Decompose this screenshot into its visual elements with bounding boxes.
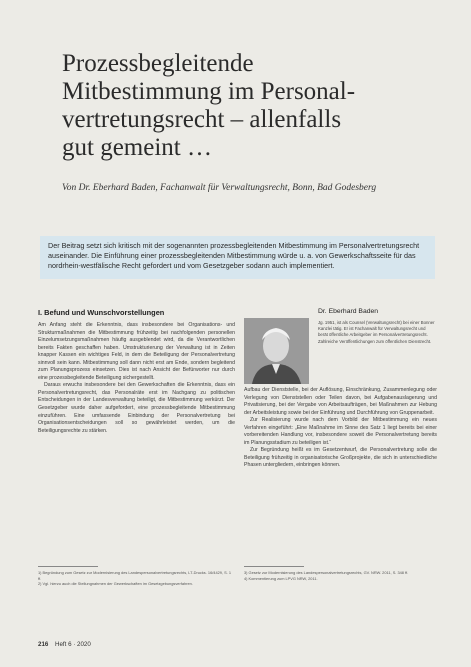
- author-name: Dr. Eberhard Baden: [318, 308, 379, 315]
- title-line: Prozessbegleitende: [62, 50, 254, 77]
- paragraph: Aufbau der Dienststelle, bei der Auflösung, Einschränkung, Zusammenlegung oder Verlegung von Dienststellen oder Teilen davon, bei Aufgabenauslagerung und Privatisierung, bei der Vergabe von Arbeitsaufträgen, bei Maßnahmen zur Hebung der Arbeitsleistung sowie bei der Einführung und Durchführung von Gruppenarbeit.: [244, 387, 437, 416]
- author-bio: Jg. 1951, ist als Counsel (Verwaltungsrecht) bei einer Bonner Kanzlei tätig. Er ist Fachanwalt für Verwaltungsrecht und berät öffentliche Arbeitgeber im Personalvertretungsrecht. Zahlreiche Veröffentlichungen zum öffentlichen Dienstrecht.: [318, 320, 435, 344]
- left-column: [38, 322, 235, 662]
- abstract-box: Der Beitrag setzt sich kritisch mit der sogenannten prozessbegleitenden Mitbestimmung im Personalvertretungsrecht auseinander. Die Einführung einer prozessbegleitenden Mitbestimmung würde u. a. von Gewerkschaftsseite für das nordrhein-westfälische Recht gefordert und vom Gesetzgeber sodann auch implementiert.: [40, 236, 435, 279]
- footnote-divider: [244, 566, 304, 567]
- title-line: vertretungsrecht – allenfalls: [62, 106, 342, 133]
- section-heading: I. Befund und Wunschvorstellungen: [38, 308, 165, 317]
- footnotes-left: [38, 570, 235, 587]
- paragraph: Zur Begründung heißt es im Gesetzentwurf, die Personalvertretung solle die Beteiligung frühzeitig in organisatorische Großprojekte, die sich in unterschiedliche Phasen untergliedern, einbringen können.: [244, 447, 437, 469]
- issue-label: Heft 6 · 2020: [55, 641, 91, 648]
- paragraph: Daraus erwuchs insbesondere bei den Gewerkschaften die Erkenntnis, dass ein Personalvertretungsrecht, das Personalräte erst im Nachgang zu politischen Entscheidungen in der Landesverwaltung beteiligt, die Mitbestimmung verkürzt. Der Gesetzgeber wurde daher aufgefordert, eine prozessbegleitende Mitbestimmung einzuführen. Eine umfassende Einbindung der Personalvertretung bei Organisationsentscheidungen soll so gewährleistet werden, um die Beteiligungsrechte zu stärken.: [38, 382, 235, 434]
- person-photo-icon: [244, 318, 309, 384]
- article-title: [62, 50, 422, 162]
- paragraph: Zur Realisierung wurde nach dem Vorbild der Mitbestimmung ein neues Verfahren eingeführt: „Eine Maßnahme im Sinne des Satz 1 liegt bereits bei einer vorbereitenden Handlung vor, insbesondere soweit die Personalvertretung bereits im Planungsstadium zu beteiligen ist.“: [244, 417, 437, 446]
- footnote: 4) Kommentierung zum LPVG NRW, 2011.: [244, 575, 318, 581]
- title-line: gut gemeint …: [62, 134, 212, 161]
- right-column: [244, 387, 437, 562]
- author-byline: Von Dr. Eberhard Baden, Fachanwalt für Verwaltungsrecht, Bonn, Bad Godesberg: [62, 183, 377, 193]
- paragraph: Am Anfang steht die Erkenntnis, dass insbesondere bei Organisations- und Strukturmaßnahmen die Mitbestimmung frühzeitig bei nachfolgenden personellen Einzelumsetzungsmaßnahmen häufig ausgeblendet wird, da die Verantwortlichen bereits Fakten geschaffen haben. Umstrukturierung der Verwaltung ist in Zeiten knapper Kassen ein wichtiges Feld, in dem die Beteiligung der Personalvertretung sinnvoll sein kann. Mitbestimmung soll dann nicht erst am Ende, sondern begleitend zum Planungsprozess einsetzen. Dies ist nach Ansicht der Befürworter nur durch eine prozessbegleitende Beteiligung sichergestellt.: [38, 322, 235, 381]
- footnote: 1) Begründung zum Gesetz zur Modernisierung des Landespersonalvertretungsrechts, LT-Drucks. 16/4429, S. 1 ff.: [38, 570, 232, 581]
- page-number: 216: [38, 641, 49, 648]
- title-line: Mitbestimmung im Personal-: [62, 78, 356, 105]
- footnote-divider: [38, 566, 98, 567]
- author-portrait: [244, 318, 309, 384]
- footnote: 2) Vgl. hierzu auch die Stellungnahmen der Gewerkschaften im Gesetzgebungsverfahren.: [38, 581, 193, 587]
- footnote: 3) Gesetz zur Modernisierung des Landespersonalvertretungsrechts, GV. NRW. 2011, S. 348 ff.: [244, 570, 409, 575]
- footnotes-right: [244, 570, 437, 581]
